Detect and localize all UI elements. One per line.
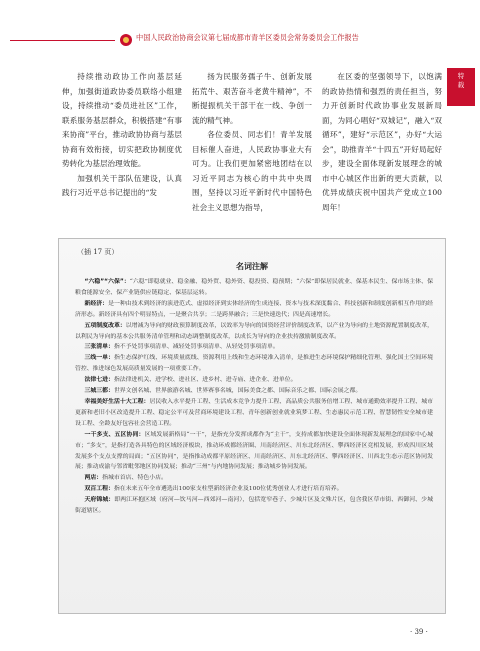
term-name: 五项制度改革： [84,322,126,329]
term-name: 三张清单： [84,344,114,351]
page-header [0,30,480,60]
section-tab [447,68,475,106]
glossary-list [75,277,433,517]
term-text: 即两江环抱区域（府河—饮马河—西郊河—南河），包括宽窄巷子、少城片区及文殊片区，包含我区草市街、西御河、少城街道辖区。 [75,497,433,515]
term-name: 法律七进： [84,377,114,384]
term-text: 区域发展新格局“一干”，是指充分发挥成都作为“主干”，支持成都加快建设全面体现新发展理念的国家中心城市；“多支”，是指打造各具特色的区域经济板块，推动环成都经济圈、川南经济区、川东北经济区、攀西经济区竞相发展，形成四川区域发展多个支点支撑的局面；“五区协同”，是指推动成都平原经济区、川南经济区、川东北经济区、攀西经济区、川西北生态示范区协同发展；推动成渝与邻省毗邻地区协同发展；推动“三州”与内地协同发展；推动城乡协同发展。 [75,431,434,471]
glossary-term [75,386,433,397]
term-text: 世界文创名城、世界旅游名城、世界赛事名城，国际美食之都、国际音乐之都、国际会展之都。 [113,388,362,395]
glossary-term [75,430,433,474]
glossary-term [75,484,433,495]
glossary-term [75,353,433,375]
term-name: 天府锦城： [84,497,115,504]
header-rule [10,40,115,41]
paragraph: 加强机关干部队伍建设，认真践行习近平总书记提出的“发 [62,173,182,197]
glossary-title: 名词注解 [236,262,268,271]
glossary-tag: （插 17 页） [77,248,119,256]
term-name: 两店： [84,475,103,482]
glossary-term [75,375,433,386]
term-text: “六稳”即稳就业、稳金融、稳外贸、稳外资、稳投资、稳预期；“六保”即保居民就业、保基本民生、保市场主体、保粮食能源安全、保产业链供应链稳定、保基层运转。 [75,279,433,296]
glossary-term [75,321,433,343]
paragraph: 持续推动政协工作向基层延伸，加强街道政协委员联络小组建设，持续推动“委员进社区”工作，联系服务基层群众，积极搭建“有事来协商”平台，推动政协协商与基层协商有效衔接，切实把政协制度优势转化为基层治理效能。 [62,72,182,168]
glossary-term [75,277,433,299]
glossary-term [75,342,433,353]
glossary-term [75,473,433,484]
section-tab-label-1: 特 [457,72,465,80]
term-text: 居民收入水平提升工程、生活成本竞争力提升工程、高品质公共服务倍增工程、城市通勤效率提升工程、城市更新和老旧小区改造提升工程、稳定公平可及营商环境建设工程、青年创新创业就业筑梦工程、生态惠民示范工程、智慧韧性安全城市建设工程、全龄友好包容社会营造工程。 [75,398,434,427]
paragraph: 在区委的坚强领导下，以饱满的政协热情和强烈的责任担当，努力开创新时代政协事业发展新局面，为同心唱好“双城记”，融入“双循环”，建好“示范区”，办好“大运会”，助推青羊“十四五”开好局起好步，建设全面体现新发展理念的城市中心城区作出新的更大贡献，以优异成绩庆祝中国共产党成立100周年！ [322,72,442,212]
term-name: 幸福美好生活十大工程： [84,398,150,405]
term-text: 指生态保护红线、环境质量底线、资源利用上线和生态环境准入清单，是推进生态环境保护精细化管理、强化国土空间环境管控、推进绿色发展高质量发展的一项重要工作。 [75,355,434,373]
page-number: · 39 · [410,628,428,636]
glossary-term [75,299,433,321]
term-name: 新经济： [84,300,109,307]
paragraph: 扬为民服务孺子牛、创新发展拓荒牛、艰苦奋斗老黄牛精神”，不断提振机关干部干在一线、争创一流的精气神。 [192,72,312,125]
glossary-term [75,495,433,517]
paragraph: 各位委员、同志们！青羊发展目标催人奋进，人民政协事业大有可为。让我们更加紧密地团结在以习近平同志为核心的中共中央周围，坚持以习近平新时代中国特色社会主义思想为指导， [192,130,312,212]
column-2 [192,70,312,215]
cppcc-emblem-icon [120,34,132,46]
glossary-term [75,397,433,430]
term-name: 三线一单： [84,355,114,362]
term-text: 指城市首店、特色小店。 [102,475,167,482]
column-1 [62,70,182,201]
term-text: 是一种由技术到经济的演进范式、虚拟经济到实体经济的生成连接、资本与技术深度黏合、科技创新和制度创新相互作用的经济形态。新经济具有四个明显特点，一是聚合共享；二是跨界融合；三是快速迭代；四是高速增长。 [75,300,434,318]
term-text: 指不予处罚事项清单、减轻处罚事项清单、从轻处罚事项清单。 [113,344,279,351]
term-name: 双百工程： [84,486,114,493]
glossary-box [58,238,446,614]
column-3 [322,70,442,215]
header-title: 中国人民政治协商会议第七届成都市青羊区委员会常务委员会工作报告 [136,33,359,42]
term-text: 指法律进机关、进学校、进社区、进乡村、进寺庙、进企业、进单位。 [113,377,297,384]
term-name: 三城三都： [84,388,114,395]
term-name: 一干多支、五区协同： [84,431,145,438]
section-tab-label-2: 载 [457,81,465,89]
term-text: 指在未来五年全市遴选出100家支柱型新经济企业及100位优秀创业人才进行培育培养。 [113,486,343,493]
report-body [62,70,442,230]
term-text: 以增减为导向的财政预算制度改革，以效率为导向的国资经营评价制度改革，以产业为导向的土地资源配置制度改革，以利民为导向的基本公共服务清单管理和动态调整制度改革，以成长为导向的企业扶持激励制度改革。 [75,322,434,340]
term-name: “六稳”“六保”： [84,279,130,285]
